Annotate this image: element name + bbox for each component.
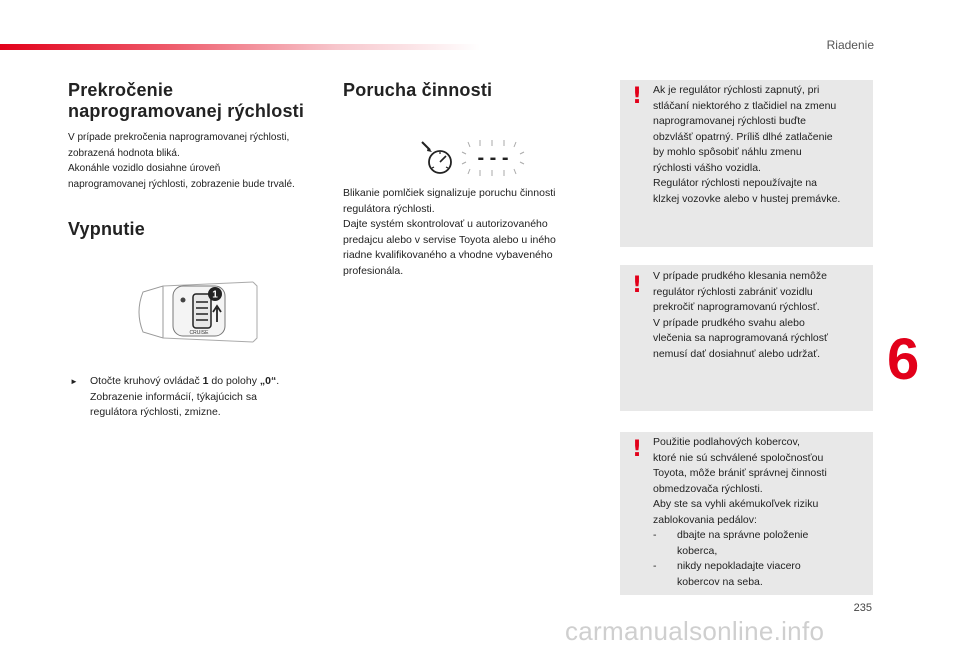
text-line: nemusí dať dosiahnuť alebo udržať. (653, 347, 821, 360)
list-item: - nikdy nepokladajte viacero kobercov na seba. (653, 559, 867, 590)
switch-off-instruction (70, 374, 340, 421)
text-line: nikdy nepokladajte viacero (677, 560, 801, 572)
text-line: predajcu alebo v servise Toyota alebo u iného (343, 233, 556, 246)
text-line: regulátor rýchlosti zabrániť vozidlu (653, 285, 813, 298)
text-line: naprogramovanej rýchlosti buďte (653, 115, 806, 127)
text-line: koberca, (677, 544, 718, 557)
text-line: Použitie podlahových kobercov, (653, 436, 800, 448)
text-line: by mohlo spôsobiť náhlu zmenu (653, 146, 802, 158)
header-accent-bar (0, 44, 480, 50)
heading-overspeed-line1: Prekročenie (68, 80, 174, 100)
cruise-label: CRUISE (189, 330, 209, 336)
text-line: Blikanie pomlčiek signalizuje poruchu činnosti (343, 187, 556, 199)
page-number: 235 (853, 602, 872, 614)
text-line: regulátora rýchlosti, zmizne. (90, 406, 221, 418)
text-line: regulátora rýchlosti. (343, 202, 435, 215)
text-line: naprogramovanej rýchlosti, zobrazenie bude trvalé. (68, 178, 295, 190)
warning-exclamation-icon: ! (632, 437, 643, 462)
warning-box-slope (620, 265, 873, 411)
heading-switch-off: Vypnutie (68, 219, 145, 239)
text-bold: „0“ (259, 375, 277, 387)
warning-text (653, 83, 867, 207)
text-line: zobrazená hodnota bliká. (68, 147, 180, 159)
callout-number-1: 1 (212, 289, 218, 301)
text-line: klzkej vozovke alebo v hustej premávke. (653, 192, 841, 205)
text-line: Zobrazenie informácií, týkajúcich sa (90, 390, 257, 403)
text-line: vlečenia sa naprogramovaná rýchlosť (653, 332, 828, 344)
text-line: Akonáhle vozidlo dosiahne úroveň (68, 163, 221, 174)
text-span: Otočte kruhový ovládač (90, 375, 203, 387)
bullet-triangle-icon: ► (70, 377, 78, 386)
heading-overspeed (68, 80, 304, 122)
text-line: obzvlášť opatrný. Príliš dlhé zatlačenie (653, 130, 833, 143)
warning-box-speed-buttons (620, 80, 873, 247)
text-line: rýchlosti vášho vozidla. (653, 161, 761, 174)
text-span: do polohy (208, 375, 260, 387)
overspeed-paragraph (68, 130, 338, 192)
text-line: zablokovania pedálov: (653, 513, 757, 526)
chapter-number: 6 (887, 327, 920, 392)
text-line: riadne kvalifikovaného a vhodne vybaveného (343, 249, 553, 261)
list-item: - dbajte na správne položenie koberca, (653, 528, 867, 559)
text-line: profesionála. (343, 264, 404, 277)
warning-exclamation-icon: ! (632, 273, 643, 298)
heading-malfunction: Porucha činnosti (343, 80, 493, 100)
text-line: Toyota, môže brániť správnej činnosti (653, 467, 827, 479)
warning-text (653, 269, 867, 362)
text-line: V prípade prudkého klesania nemôže (653, 270, 827, 282)
cruise-control-warning-display (418, 138, 530, 178)
text-bold: 1 (202, 375, 209, 387)
heading-overspeed-line2: naprogramovanej rýchlosti (68, 101, 305, 121)
text-line: Regulátor rýchlosti nepoužívajte na (653, 177, 818, 189)
text-line: obmedzovača rýchlosti. (653, 482, 763, 495)
text-span: . (276, 375, 280, 387)
warning-exclamation-icon: ! (632, 84, 643, 109)
text-line: stláčaní niektorého z tlačidiel na zmenu (653, 99, 837, 112)
text-line: V prípade prudkého svahu alebo (653, 316, 805, 329)
text-line: kobercov na seba. (677, 575, 763, 588)
dashes-display: - - - (477, 147, 509, 169)
text-line: dbajte na správne položenie (677, 529, 809, 541)
text-line: Ak je regulátor rýchlosti zapnutý, pri (653, 84, 820, 96)
text-line: V prípade prekročenia naprogramovanej rýchlosti, (68, 132, 290, 143)
text-line: Aby ste sa vyhli akémukoľvek riziku (653, 498, 819, 510)
footer-watermark: carmanualsonline.info (565, 616, 825, 646)
section-label: Riadenie (826, 38, 874, 52)
text-line: prekročiť naprogramovanú rýchlosť. (653, 301, 820, 313)
malfunction-paragraph (343, 186, 603, 279)
text-line: Dajte systém skontrolovať u autorizovaného (343, 218, 548, 230)
speedometer-icon (422, 142, 451, 173)
cruise-control-lever-illustration (133, 272, 261, 352)
text-line: ktoré nie sú schválené spoločnosťou (653, 451, 824, 464)
warning-box-floor-mats (620, 432, 873, 595)
warning-text (653, 435, 867, 590)
